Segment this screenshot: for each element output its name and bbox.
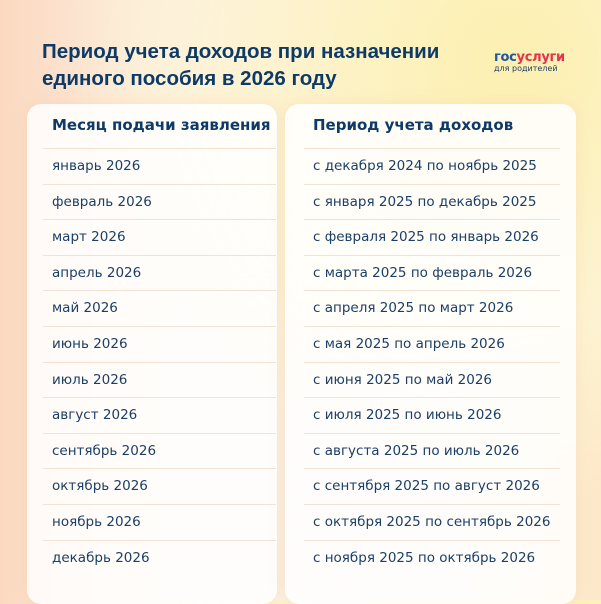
period-cell: с февраля 2025 по январь 2026: [304, 219, 560, 255]
header-period: Период учета доходов: [313, 116, 514, 134]
period-cell: с ноября 2025 по октябрь 2026: [304, 540, 560, 576]
month-cell: октябрь 2026: [43, 468, 276, 504]
period-cell: с марта 2025 по февраль 2026: [304, 255, 560, 291]
month-cell: ноябрь 2026: [43, 504, 276, 540]
period-cell: с мая 2025 по апрель 2026: [304, 326, 560, 362]
header-month: Месяц подачи заявления: [52, 116, 271, 134]
period-cell: с января 2025 по декабрь 2025: [304, 184, 560, 220]
gosuslugi-logo: [494, 50, 565, 73]
period-cell: с апреля 2025 по март 2026: [304, 290, 560, 326]
period-cell: с июня 2025 по май 2026: [304, 362, 560, 398]
period-cell: с августа 2025 по июль 2026: [304, 433, 560, 469]
month-cell: май 2026: [43, 290, 276, 326]
logo-part1: гос: [494, 50, 517, 65]
month-cell: июнь 2026: [43, 326, 276, 362]
logo-part2: услуги: [516, 50, 565, 65]
period-cell: с декабря 2024 по ноябрь 2025: [304, 148, 560, 184]
page-title: Период учета доходов при назначении единого пособия в 2026 году: [42, 40, 440, 90]
month-cell: апрель 2026: [43, 255, 276, 291]
period-cell: с сентября 2025 по август 2026: [304, 468, 560, 504]
month-cell: февраль 2026: [43, 184, 276, 220]
month-cell: декабрь 2026: [43, 540, 276, 576]
logo-subtitle: для родителей: [494, 64, 558, 73]
month-cell: сентябрь 2026: [43, 433, 276, 469]
month-cell: август 2026: [43, 397, 276, 433]
month-cell: январь 2026: [43, 148, 276, 184]
period-cell: с июля 2025 по июнь 2026: [304, 397, 560, 433]
period-cell: с октября 2025 по сентябрь 2026: [304, 504, 560, 540]
month-cell: июль 2026: [43, 362, 276, 398]
month-cell: март 2026: [43, 219, 276, 255]
